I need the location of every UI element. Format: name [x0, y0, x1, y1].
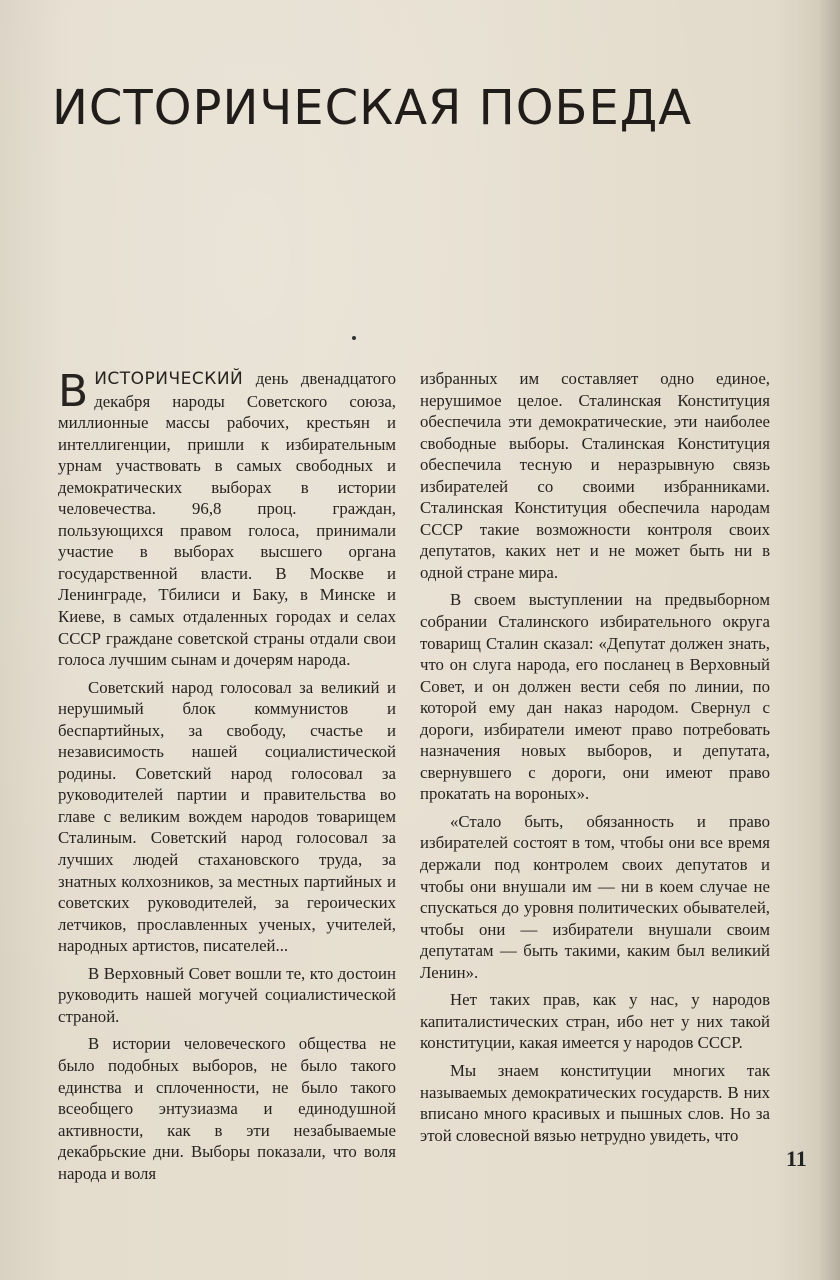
- left-paragraph-3: В Верховный Совет вошли те, кто достоин руководить нашей могучей социалистической страной.: [58, 963, 396, 1026]
- right-paragraph-5: Мы знаем конституции многих так называемых демократических государств. В них вписано много красивых и пышных слов. Но за этой словесной вязью нетрудно увидеть, что: [420, 1060, 770, 1145]
- left-paragraph-2: Советский народ голосовал за великий и нерушимый блок коммунистов и беспартийных, за свободу, счастье и независимость нашей социалистической родины. Советский народ голосовал за руководителей партии и правительства во главе с великим вождем народов товарищем Сталиным. Советский народ голосовал за лучших людей стахановского труда, за знатных колхозников, за местных партийных и советских руководителей, за героических летчиков, прославленных ученых, учителей, народных артистов, писателей...: [58, 677, 396, 956]
- right-paragraph-4: Нет таких прав, как у нас, у народов капиталистических стран, ибо нет у них такой конституции, какая имеется у народов СССР.: [420, 990, 770, 1053]
- print-speck: [352, 336, 356, 340]
- right-paragraph-1: избранных им составляет одно единое, нерушимое целое. Сталинская Конституция обеспечила эти демократические, эти наиболее свободные выборы. Сталинская Конституция обеспечила тесную и неразрывную связь избирателей со своими избранниками. Сталинская Конституция обеспечила народам СССР такие возможности контроля своих депутатов, каких нет и не может быть ни в одной стране мира.: [420, 369, 770, 582]
- right-paragraph-3: «Стало быть, обязанность и право избирателей состоят в том, чтобы они все время держали под контролем своих депутатов и чтобы они внушали им — ни в коем случае не спускаться до уровня политических обывателей, чтобы они — избиратели внушали своим депутатам — быть такими, каким был великий Ленин».: [420, 811, 770, 982]
- drop-cap: В: [58, 366, 89, 417]
- page-number: 11: [786, 1146, 807, 1171]
- page-fold-shadow: [818, 0, 840, 1280]
- right-paragraph-2: В своем выступлении на предвыборном собрании Сталинского избирательного округа товарищ Сталин сказал: «Депутат должен знать, что он слуга народа, его посланец в Верховный Совет, и он должен вести себя по линии, по которой ему дан наказ народом. Свернул с дороги, избиратели имеют право потребовать назначения новых выборов, и депутата, свернувшего с дороги, они имеют право прокатать на вороных».: [420, 590, 770, 804]
- right-text-column: [420, 368, 770, 1146]
- left-text-column: [58, 368, 396, 1184]
- left-paragraph-1: [58, 368, 396, 671]
- first-word: ИСТОРИЧЕСКИЙ: [94, 369, 244, 389]
- left-paragraph-1-text: день двенадцатого декабря народы Советского союза, миллионные массы рабочих, крестьян и интеллигенции, пришли к избирательным урнам участвовать в самых свободных и демократических выборах в истории человечества. 96,8 проц. граждан, пользующихся правом голоса, принимали участие в выборах высшего органа государственной власти. В Москве и Ленинграде, Тбилиси и Баку, в Минске и Киеве, в самых отдаленных городах и селах СССР граждане советской страны отдали свои голоса лучшим сынам и дочерям народа.: [58, 369, 396, 670]
- article-title: ИСТОРИЧЕСКАЯ ПОБЕДА: [52, 80, 693, 136]
- left-paragraph-4: В истории человеческого общества не было подобных выборов, не было такого единства и сплоченности, не было такого всеобщего энтузиазма и единодушной активности, как в эти незабываемые декабрьские дни. Выборы показали, что воля народа и воля: [58, 1034, 396, 1183]
